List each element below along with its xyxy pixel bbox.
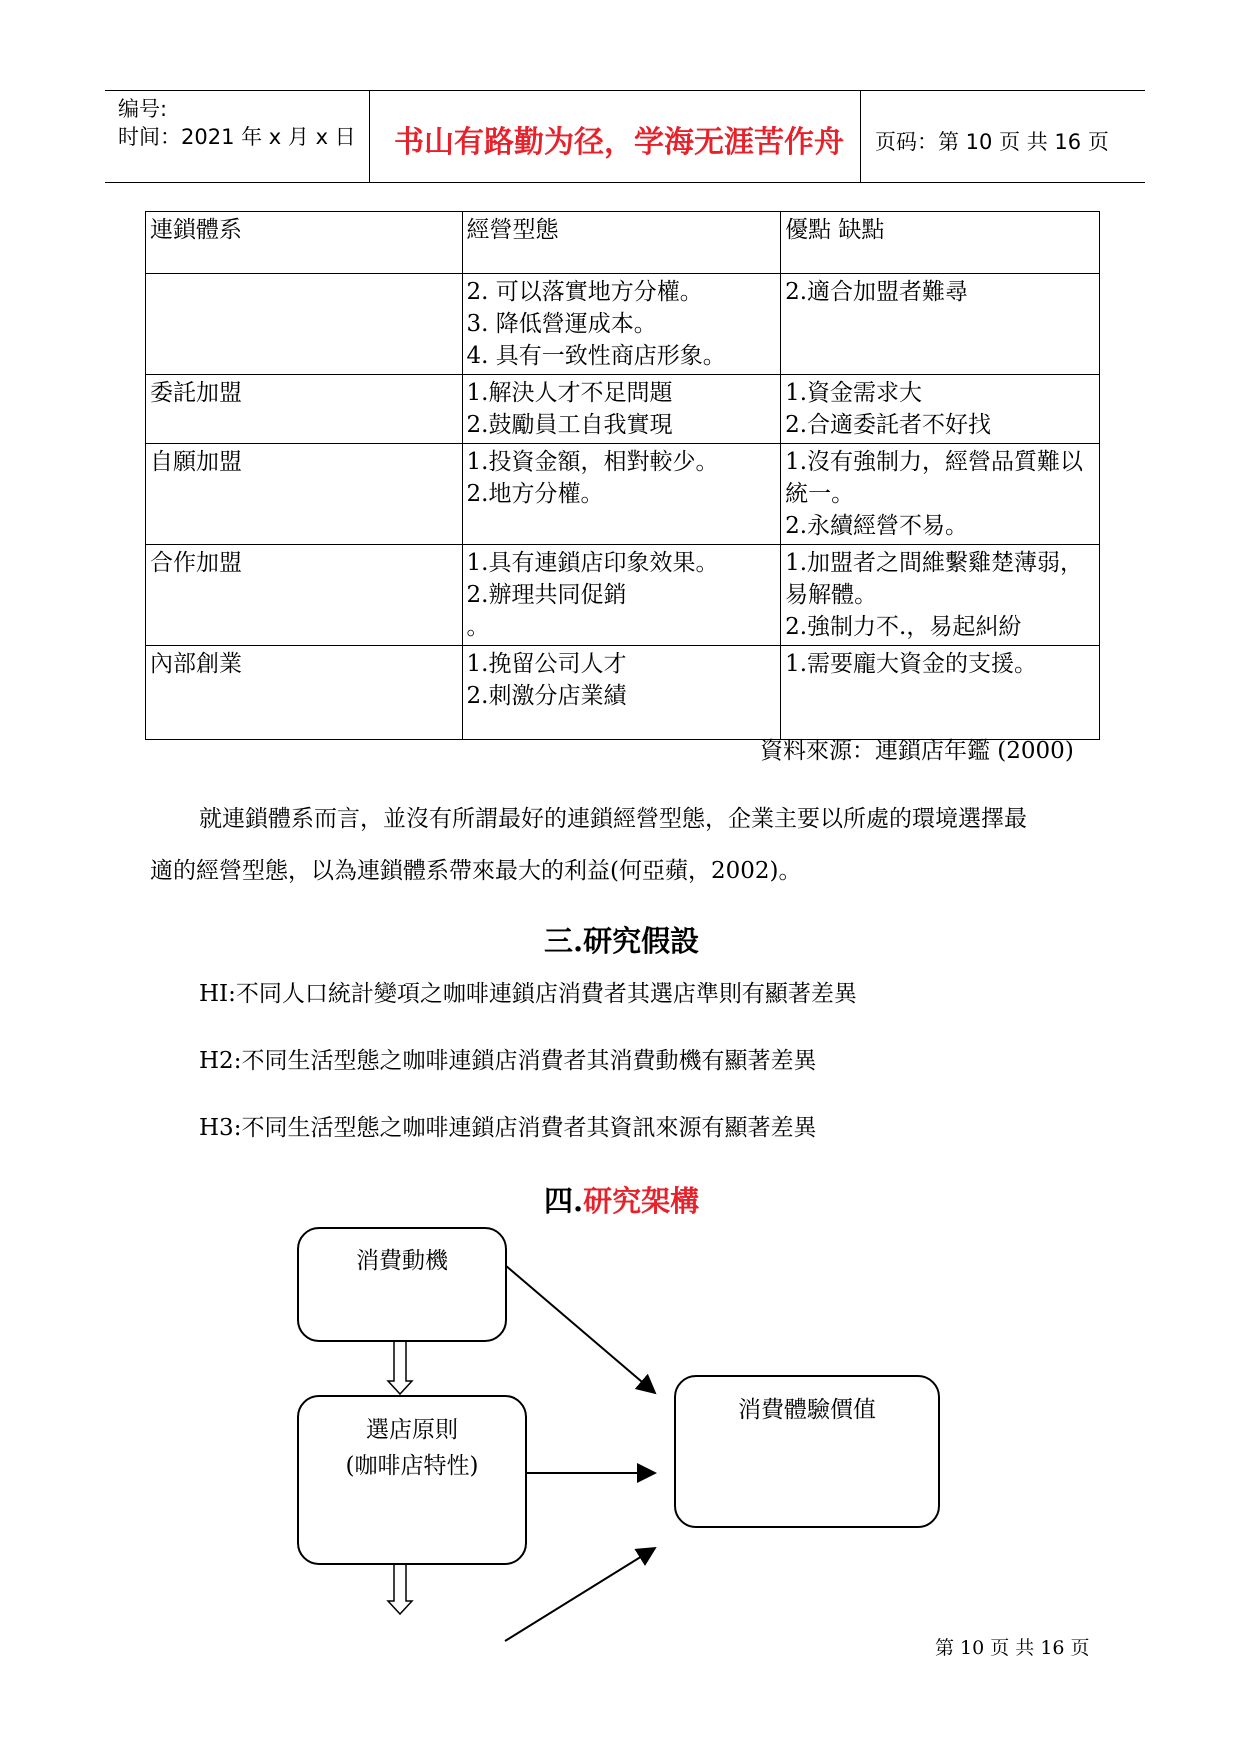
table-row <box>146 545 1100 646</box>
cell-line: 1.挽留公司人才 <box>466 651 627 677</box>
table-cell-type <box>462 274 781 375</box>
header-divider <box>860 90 861 182</box>
table-row <box>146 444 1100 545</box>
table-cell-system: 委託加盟 <box>146 375 463 444</box>
table-cell-procon <box>781 375 1100 444</box>
cell-line: 1.沒有強制力，經營品質難以 <box>785 449 1084 475</box>
table-cell-type <box>462 375 781 444</box>
body-paragraph-line: 適的經營型態，以為連鎖體系帶來最大的利益(何亞蘋，2002)。 <box>150 858 802 884</box>
table-cell-type <box>462 646 781 740</box>
cell-line: 2. 可以落實地方分權。 <box>466 279 703 305</box>
cell-line: 2.地方分權。 <box>466 481 604 507</box>
cell-line: 2.強制力不.，易起糾紛 <box>785 614 1022 640</box>
page-footer: 第 10 页 共 16 页 <box>935 1637 1090 1659</box>
hypothesis-line: HI:不同人口統計變項之咖啡連鎖店消費者其選店準則有顯著差異 <box>199 981 857 1007</box>
table-row <box>146 375 1100 444</box>
cell-line: 2.永續經營不易。 <box>785 513 969 539</box>
cell-line: 2.適合加盟者難尋 <box>785 279 969 305</box>
cell-line: 。 <box>466 614 490 640</box>
table-cell-type <box>462 545 781 646</box>
box-label: 選店原則 <box>366 1417 458 1443</box>
table-header-cell: 優點 缺點 <box>781 212 1100 274</box>
arrow-lower-to-experience <box>505 1548 655 1641</box>
table-row <box>146 646 1100 740</box>
table-header-cell: 連鎖體系 <box>146 212 463 274</box>
cell-line: 1.解決人才不足問題 <box>466 380 673 406</box>
section-heading <box>544 1179 699 1220</box>
header-motto: 书山有路勤为径，学海无涯苦作舟 <box>394 125 844 160</box>
header-page-label: 页码：第 10 页 共 16 页 <box>875 130 1109 154</box>
table-header-cell: 經營型態 <box>462 212 781 274</box>
cell-line: 1.需要龐大資金的支援。 <box>785 651 1038 677</box>
table-cell-type <box>462 444 781 545</box>
box-label: (咖啡店特性) <box>345 1453 479 1479</box>
cell-line: 4. 具有一致性商店形象。 <box>466 343 726 369</box>
cell-line: 1.加盟者之間維繫雞楚薄弱， <box>785 550 1084 576</box>
cell-line: 2.辦理共同促銷 <box>466 582 627 608</box>
cell-line: 2.刺激分店業績 <box>466 683 627 709</box>
table-cell-system <box>146 274 463 375</box>
header-time-label: 时间：2021 年 x 月 x 日 <box>118 125 356 149</box>
header-top-rule <box>105 90 1145 91</box>
table-cell-procon <box>781 274 1100 375</box>
table-cell-system: 自願加盟 <box>146 444 463 545</box>
table-cell-system: 內部創業 <box>146 646 463 740</box>
box-label: 消費動機 <box>356 1248 448 1274</box>
body-paragraph-line: 就連鎖體系而言，並沒有所謂最好的連鎖經營型態，企業主要以所處的環境選擇最 <box>199 806 1027 832</box>
cell-line: 2.鼓勵員工自我實現 <box>466 412 673 438</box>
header-bottom-rule <box>105 182 1145 183</box>
arrow-motive-to-experience <box>505 1265 655 1393</box>
section-number: 四. <box>544 1184 584 1218</box>
cell-line: 1.具有連鎖店印象效果。 <box>466 550 719 576</box>
box-label: 消費體驗價值 <box>738 1397 876 1423</box>
table-header-row <box>146 212 1100 274</box>
section-heading: 三.研究假設 <box>544 924 700 958</box>
cell-line: 2.合適委託者不好找 <box>785 412 992 438</box>
hypothesis-line: H2:不同生活型態之咖啡連鎖店消費者其消費動機有顯著差異 <box>199 1048 817 1074</box>
header-code-label: 编号: <box>118 97 168 121</box>
cell-line: 統一。 <box>785 481 855 507</box>
hollow-arrow-selection-down <box>388 1564 412 1614</box>
table-cell-procon <box>781 646 1100 740</box>
table-cell-system: 合作加盟 <box>146 545 463 646</box>
cell-line: 1.資金需求大 <box>785 380 923 406</box>
header-divider <box>369 90 370 182</box>
chain-system-table <box>145 211 1100 740</box>
section-title-red: 研究架構 <box>583 1184 700 1218</box>
hollow-arrow-motive-to-selection <box>388 1341 412 1394</box>
cell-line: 易解體。 <box>785 582 878 608</box>
table-cell-procon <box>781 545 1100 646</box>
cell-line: 1.投資金額，相對較少。 <box>466 449 719 475</box>
table-row <box>146 274 1100 375</box>
table-source-note: 資料來源：連鎖店年鑑 (2000) <box>760 738 1074 764</box>
hypothesis-line: H3:不同生活型態之咖啡連鎖店消費者其資訊來源有顯著差異 <box>199 1115 817 1141</box>
cell-line: 3. 降低營運成本。 <box>466 311 657 337</box>
table-cell-procon <box>781 444 1100 545</box>
